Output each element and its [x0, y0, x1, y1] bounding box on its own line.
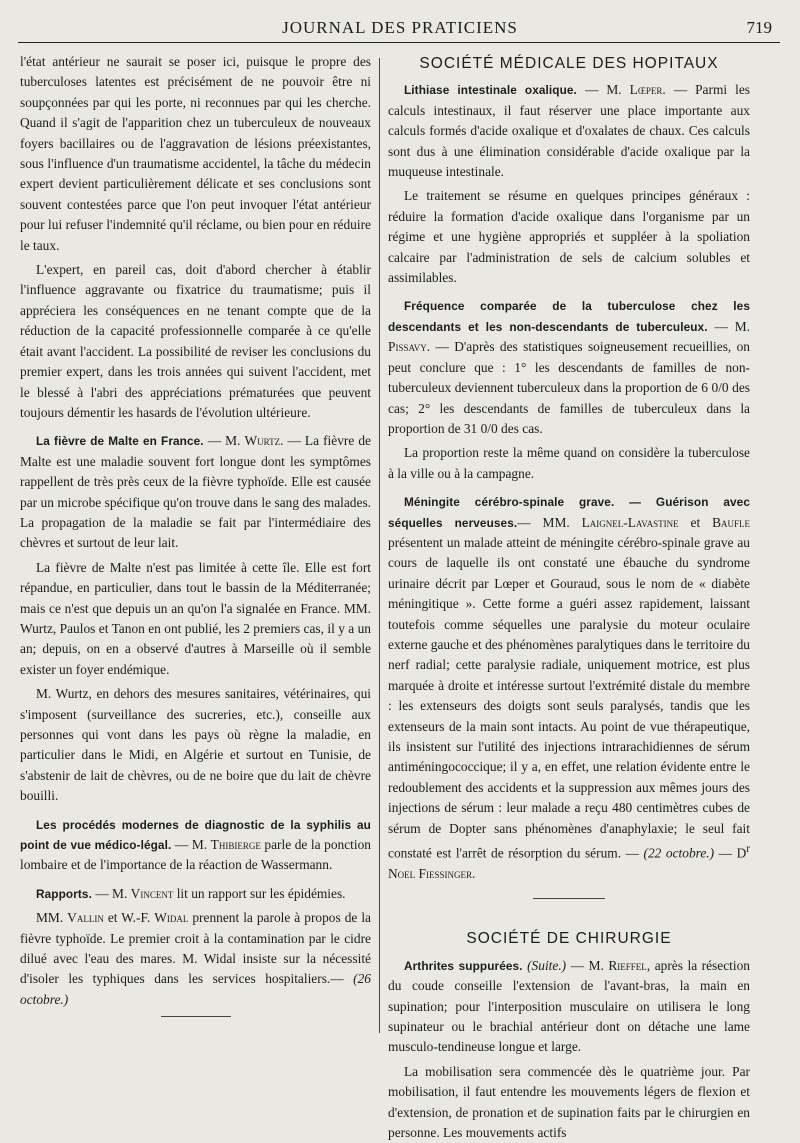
paragraph-expert: L'expert, en pareil cas, doit d'abord chercher à établir l'influence aggravante ou fixatrice du traumatisme; puis il appréciera les conséquences en ne tenant compte que de la réduction de la capacité professionnelle comparée à ce qu'elle était avant l'accident. La possibilité de reviser les conclusions du premier expert, dans les trois années qui suivent l'accident, met le blessé à l'abri des appréciations prématurées que peuvent toujours démentir les hasards de l'évolution ultérieure. — [20, 262, 371, 420]
author-name: Thibierge — [210, 837, 261, 853]
author-name: Lœper — [629, 82, 663, 98]
article-arthrites: Arthrites suppurées. (Suite.) — M. Rieffel, après la résection du coude conseille l'extension de l'avant-bras, la main en supination; pour l'interposition musculaire on utilisera le long supinateur ou le brachial antérieur dont on détache une lame musculo-tendineuse longue et large. — [388, 957, 750, 1055]
header-rule — [18, 42, 780, 43]
author-name: Widal — [154, 910, 189, 926]
author-name: Wurtz — [244, 433, 281, 449]
end-rule — [161, 1016, 231, 1017]
article-meningite: Méningite cérébro-spinale grave. — Guérison avec séquelles nerveuses.— MM. Laignel-Lavastine et Baufle présentent un malade atteint de méningite cérébro-spinale grave au cours de laquelle ils ont constaté une ébauche du syndrome urinaire décrit par Lœper et Gouraud, sous le nom de « diabète méningitique ». Cette forme a guéri assez rapidement, laissant toutefois comme séquelles une paralysie du moteur oculaire externe gauche et des phénomènes paralytiques dans le territoire du nerf radial; cette paralysie radiale, uniquement motrice, est plus marquée à droite et intéresse surtout l'extrémité distale du membre : les extenseurs des doigts sont seuls paralysés, tandis que les extenseurs de la main sont intacts. Au point de vue thérapeutique, ils insistent sur l'utilité des injections intrarachidiennes de sérum antiméningococcique; il y a, en effet, une relation évidente entre le redoublement des accidents et la suppression aux mêmes jours des injections de sérum : leur malade a reçu 480 centimètres cubes de sérum de Dopter sans phénomènes d'anaphylaxie; le seul fait constaté est l'arrêt de résorption du sérum. — (22 octobre.) — $D^r$ Noel Fiessinger. — [388, 495, 750, 881]
section-title-hopitaux: SOCIÉTÉ MÉDICALE DES HOPITAUX — [419, 55, 719, 72]
column-divider — [379, 58, 380, 1033]
page-header — [0, 0, 800, 44]
author-name: Baufle — [712, 514, 750, 530]
paragraph-vallin-widal: MM. Vallin et W.-F. Widal prennent la parole à propos de la fièvre typhoïde. Le premier croit à la contamination par le cidre dilué avec l'eau des mares. M. Widal insiste sur la nécessité d'isoler les typhiques dans les services hospitaliers.— (26 octobre.) — [20, 910, 371, 1007]
article-frequence-tuberculose: Fréquence comparée de la tuberculose chez les descendants et les non-descendants de tuberculeux. — M. Pissavy. — D'après des statistiques soigneusement recueillies, on peut conclure que : 1° les descendants de familles de non-tuberculeux deviennent tuberculeux dans la proportion de 6 0/0 des cas; 2° les descendants de familles de tuberculeux dans la proportion de 31 0/0 des cas. — [388, 299, 751, 436]
article-syphilis: Les procédés modernes de diagnostic de la syphilis au point de vue médico-légal. — M. Thibierge parle de la ponction lombaire et de l'importance de la réaction de Wassermann. — [20, 817, 371, 873]
article-fievre-de-malte: La fièvre de Malte en France. — M. Wurtz. — La fièvre de Malte est une maladie souvent fort longue dont les symptômes rappellent de très près ceux de la fièvre typhoïde. Elle est causée par un microbe spécifique qu'on trouve dans le sang des malades. La propagation de la maladie se fait par l'intermédiaire des chèvres et surtout de leur lait. — [20, 433, 371, 551]
paragraph-malte-repandue: La fièvre de Malte n'est pas limitée à cette île. Elle est fort répandue, en particulier, dans tout le bassin de la Méditerranée; mais ce n'est que depuis un an qu'on l'a signalée en France. MM. Wurtz, Paulos et Tanon en ont publié, les 2 premiers cas, il y a un an; depuis, on en a observé d'autres à Marseille où il semble exister un foyer endémique. — [20, 559, 371, 677]
author-name: Pissavy — [388, 339, 427, 355]
right-column — [388, 52, 750, 1143]
article-lead: Arthrites suppurées. — [404, 958, 523, 973]
session-date: (26 octobre.) — [20, 971, 371, 1007]
signature-name: Noel Fiessinger — [388, 865, 472, 881]
author-name: Rieffel — [608, 957, 647, 973]
journal-title: JOURNAL DES PRATICIENS — [282, 18, 518, 37]
author-name: Laignel-Lavastine — [581, 514, 679, 530]
article-lead: Méningite cérébro-spinale grave. — Guérison avec séquelles nerveuses. — [388, 495, 750, 530]
article-rapports: Rapports. — M. Vincent lit un rapport sur les épidémies. — [36, 885, 346, 901]
section-rule — [533, 898, 605, 899]
article-lithiase: Lithiase intestinale oxalique. — M. Lœper. — Parmi les calculs intestinaux, il faut réserver une place importante aux calculs formés d'acide oxalique et d'oxalates de chaux. Ces calculs sont dus à une élimination considérable d'acide oxalique par la muqueuse intestinale. — [388, 82, 750, 180]
author-name: Vallin — [67, 910, 104, 926]
article-lead: Lithiase intestinale oxalique. — [404, 83, 577, 98]
paragraph-mobilisation: La mobilisation sera commencée dès le quatrième jour. Par mobilisation, il faut entendre les mouvements légers de flexion et d'extension, de pronation et de supination faits par le chirurgien en personne. Les mouvements actifs — [388, 1063, 750, 1140]
article-lead: Rapports. — [36, 886, 92, 901]
paragraph-proportion: La proportion reste la même quand on considère la tuberculose à la ville ou à la campagne. — [388, 445, 750, 481]
left-column — [20, 52, 371, 1017]
article-lead: Les procédés modernes de diagnostic de la syphilis au point de vue médico-légal. — [20, 817, 371, 853]
section-title-chirurgie: SOCIÉTÉ DE CHIRURGIE — [466, 930, 672, 948]
paragraph-wurtz-conseils: M. Wurtz, en dehors des mesures sanitaires, vétérinaires, qui s'imposent (surveillance des sucreries, etc.), conseille aux personnes qui vont dans les pays où règne la maladie, en particulier dans le Midi, en Algérie et surtout en Tunisie, de s'abstenir de lait de chèvres, ou de ne boire que du lait de chèvre bouilli. — [20, 686, 371, 804]
article-lead: Fréquence comparée de la tuberculose chez les descendants et les non-descendants de tuberculeux. — [388, 299, 750, 334]
paragraph-tuberculose-latente: l'état antérieur ne saurait se poser ici, puisque le propre des tuberculoses latentes est précisément de ne pouvoir être ni soupçonnées par qui les porte, ni reconnues par qui les cherche. Quand il s'agit de l'apparition chez un tuberculeux de nouveaux foyers bacillaires ou de l'aggravation de lésions préexistantes, sous l'influence d'un traumatisme accidentel, la tâche du médecin expert devient particulièrement délicate et ses conclusions sont souvent contestées parce que l'on peut invoquer l'état antérieur pour lui refuser l'indemnité qu'il réclame, ou bien pour en réduire le taux. — [20, 54, 371, 253]
session-date: (22 octobre.) — [643, 845, 715, 861]
article-lead: La fièvre de Malte en France. — [36, 434, 204, 449]
paragraph-traitement: Le traitement se résume en quelques principes généraux : réduire la formation d'acide oxalique dans l'organisme par un régime et une hygiène appropriés et suppléer à la spoliation calcaire par l'administration de sels de calcium solubles et assimilables. — [388, 188, 750, 286]
page-number: 719 — [746, 18, 772, 37]
author-name: Vincent — [130, 885, 174, 901]
